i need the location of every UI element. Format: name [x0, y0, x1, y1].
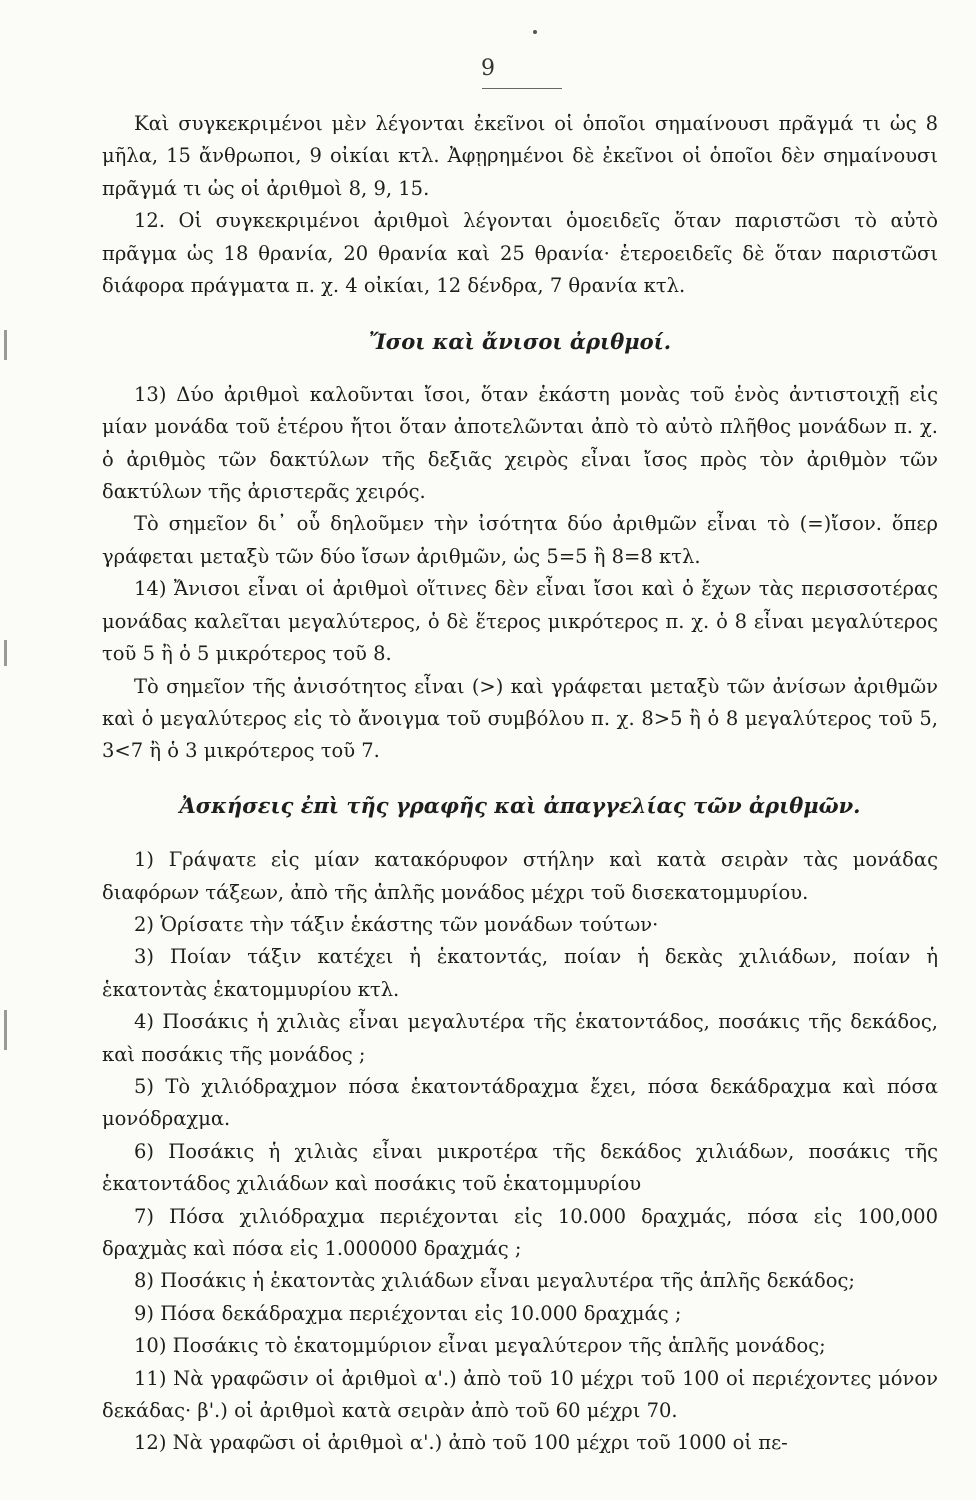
margin-mark — [4, 1010, 7, 1050]
ink-dot — [533, 30, 537, 34]
margin-mark — [4, 640, 7, 666]
exercise-item: 6) Ποσάκις ἡ χιλιὰς εἶναι μικροτέρα τῆς δεκάδος χιλιάδων, ποσάκις τῆς ἑκατοντάδος χιλιάδων καὶ ποσάκις τοῦ ἑκατομμυρίου — [102, 1139, 938, 1196]
exercise-item: 5) Τὸ χιλιόδραχμον πόσα ἑκατοντάδραχμα ἔχει, πόσα δεκάδραχμα καὶ πόσα μονόδραχμα. — [102, 1074, 938, 1131]
section-heading-equal-unequal: Ἴσοι καὶ ἄνισοι ἀριθμοί. — [368, 329, 672, 355]
paragraph-equality-sign: Τὸ σημεῖον δι᾽ οὗ δηλοῦμεν τὴν ἰσότητα δύο ἀριθμῶν εἶναι τὸ (=)ἴσον. ὅπερ γράφεται μεταξὺ τῶν δύο ἴσων ἀριθμῶν, ὡς 5=5 ἢ 8=8 κτλ. — [102, 512, 938, 568]
exercise-item: 2) Ὁρίσατε τὴν τάξιν ἑκάστης τῶν μονάδων τούτων· — [134, 912, 659, 936]
paragraph-12: 12. Οἱ συγκεκριμένοι ἀριθμοὶ λέγονται ὁμοειδεῖς ὅταν παριστῶσι τὸ αὐτὸ πρᾶγμα ὡς 18 θρανία, 20 θρανία καὶ 25 θρανία· ἑτεροειδεῖς δὲ ὅταν παριστῶσι διάφορα πράγματα π. χ. 4 οἰκίαι, 12 δένδρα, 7 θρανία κτλ. — [102, 209, 938, 298]
paragraph-inequality-sign: Τὸ σημεῖον τῆς ἀνισότητος εἶναι (>) καὶ γράφεται μεταξὺ τῶν ἀνίσων ἀριθμῶν καὶ ὁ μεγαλύτερος εἰς τὸ ἄνοιγμα τοῦ συμβόλου π. χ. 8>5 ἢ ὁ 8 μεγαλύτερος τοῦ 5, 3<7 ἢ ὁ 3 μικρότερος τοῦ 7. — [102, 674, 938, 763]
exercise-item: 11) Νὰ γραφῶσιν οἱ ἀριθμοὶ α'.) ἀπὸ τοῦ 10 μέχρι τοῦ 100 οἱ περιέχοντες μόνον δεκάδας· β'.) οἱ ἀριθμοὶ κατὰ σειρὰν ἀπὸ τοῦ 60 μέχρι 70. — [102, 1366, 938, 1423]
exercise-item: 12) Νὰ γραφῶσι οἱ ἀριθμοὶ α'.) ἀπὸ τοῦ 100 μέχρι τοῦ 1000 οἱ πε- — [134, 1431, 788, 1455]
exercise-item: 3) Ποίαν τάξιν κατέχει ἡ ἑκατοντάς, ποίαν ἡ δεκὰς χιλιάδων, ποίαν ἡ ἑκατοντὰς ἑκατομμυρίου κτλ. — [102, 945, 938, 1001]
paragraph-13: 13) Δύο ἀριθμοὶ καλοῦνται ἴσοι, ὅταν ἑκάστη μονὰς τοῦ ἑνὸς ἀντιστοιχῇ εἰς μίαν μονάδα τοῦ ἑτέρου ἤτοι ὅταν ἀποτελῶνται ἀπὸ τὸ αὐτὸ πλῆθος μονάδων π. χ. ὁ ἀριθμὸς τῶν δακτύλων τῆς δεξιᾶς χειρὸς εἶναι ἴσος πρὸς τὸν ἀριθμὸν τῶν δακτύλων τῆς ἀριστερᾶς χειρός. — [102, 382, 938, 504]
page-body — [102, 108, 938, 1460]
margin-mark — [4, 330, 7, 360]
header-rule — [482, 88, 562, 89]
section-heading-exercises: Ἀσκήσεις ἐπὶ τῆς γραφῆς καὶ ἀπαγγελίας τῶν ἀριθμῶν. — [179, 792, 861, 818]
paragraph-concrete-abstract: Καὶ συγκεκριμένοι μὲν λέγονται ἐκεῖνοι οἱ ὁποῖοι σημαίνουσι πρᾶγμά τι ὡς 8 μῆλα, 15 ἄνθρωποι, 9 οἰκίαι κτλ. Ἀφῃρημένοι δὲ ἐκεῖνοι οἱ ὁποῖοι δὲν σημαίνουσι πρᾶγμά τι ὡς οἱ ἀριθμοὶ 8, 9, 15. — [102, 112, 938, 200]
exercise-item: 4) Ποσάκις ἡ χιλιὰς εἶναι μεγαλυτέρα τῆς ἑκατοντάδος, ποσάκις τῆς δεκάδος, καὶ ποσάκις τῆς μονάδος ; — [102, 1010, 938, 1066]
page-number: 9 — [481, 56, 495, 81]
paragraph-14: 14) Ἄνισοι εἶναι οἱ ἀριθμοὶ οἵτινες δὲν εἶναι ἴσοι καὶ ὁ ἔχων τὰς περισσοτέρας μονάδας καλεῖται μεγαλύτερος, ὁ δὲ ἕτερος μικρότερος π. χ. ὁ 8 εἶναι μεγαλύτερος τοῦ 5 ἢ ὁ 5 μικρότερος τοῦ 8. — [102, 577, 938, 666]
exercise-item: 10) Ποσάκις τὸ ἑκατομμύριον εἶναι μεγαλύτερον τῆς ἁπλῆς μονάδος; — [134, 1334, 826, 1358]
exercise-item: 1) Γράψατε εἰς μίαν κατακόρυφον στήλην καὶ κατὰ σειρὰν τὰς μονάδας διαφόρων τάξεων, ἀπὸ τῆς ἁπλῆς μονάδος μέχρι τοῦ δισεκατομμυρίου. — [102, 848, 938, 904]
exercise-item: 7) Πόσα χιλιόδραχμα περιέχονται εἰς 10.000 δραχμάς, πόσα εἰς 100,000 δραχμὰς καὶ πόσα εἰς 1.000000 δραχμάς ; — [102, 1204, 938, 1260]
exercise-item: 9) Πόσα δεκάδραχμα περιέχονται εἰς 10.000 δραχμάς ; — [134, 1301, 682, 1325]
exercise-item: 8) Ποσάκις ἡ ἑκατοντὰς χιλιάδων εἶναι μεγαλυτέρα τῆς ἁπλῆς δεκάδος; — [134, 1269, 855, 1293]
